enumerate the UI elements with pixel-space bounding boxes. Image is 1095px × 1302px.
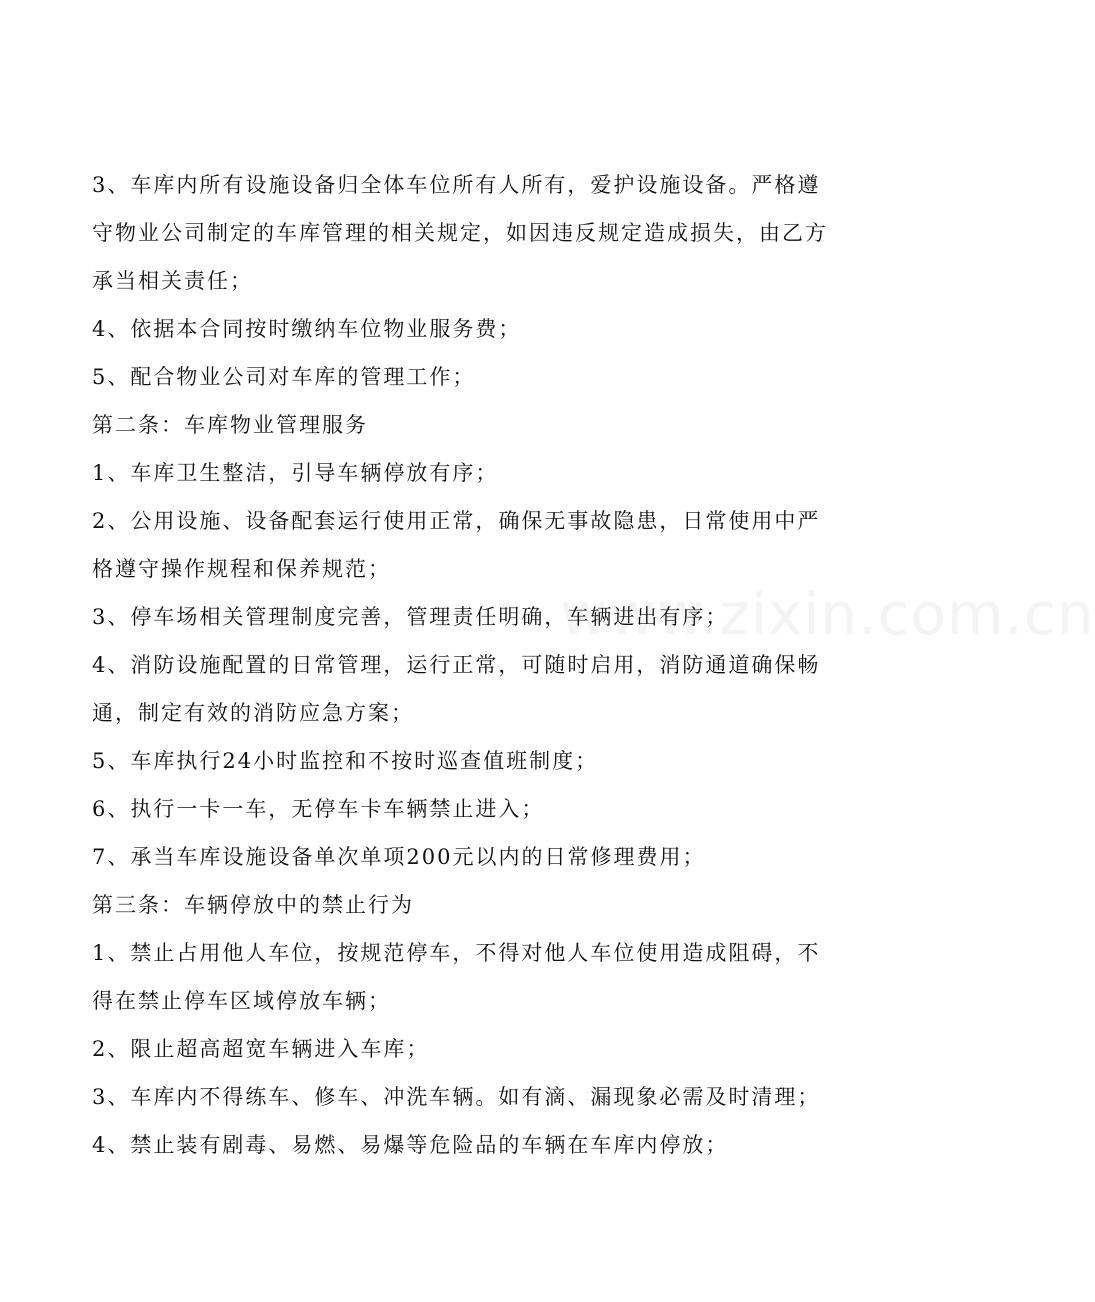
text-line: 2、公用设施、设备配套运行使用正常，确保无事故隐患，日常使用中严 [92, 509, 821, 533]
text-line: 3、车库内不得练车、修车、冲洗车辆。如有滴、漏现象必需及时清理； [92, 1085, 821, 1109]
paragraph-service-1 [92, 449, 832, 497]
paragraph-service-3 [92, 593, 832, 641]
paragraph-service-2 [92, 497, 832, 593]
text-line: 第二条：车库物业管理服务 [92, 413, 368, 437]
paragraph-prohibition-1 [92, 929, 832, 1025]
paragraph-service-7 [92, 833, 832, 881]
text-line: 承当相关责任； [92, 269, 253, 293]
text-line: 1、禁止占用他人车位，按规范停车，不得对他人车位使用造成阻碍，不 [92, 941, 821, 965]
paragraph-prohibition-3 [92, 1073, 832, 1121]
text-line: 6、执行一卡一车，无停车卡车辆禁止进入； [92, 797, 545, 821]
text-line: 3、车库内所有设施设备归全体车位所有人所有，爱护设施设备。严格遵 [92, 173, 821, 197]
text-line: 5、配合物业公司对车库的管理工作； [92, 365, 476, 389]
paragraph-clause-4-fee [92, 305, 832, 353]
text-line: 守物业公司制定的车库管理的相关规定，如因违反规定造成损失，由乙方 [92, 221, 828, 245]
paragraph-service-6 [92, 785, 832, 833]
paragraph-prohibition-2 [92, 1025, 832, 1073]
watermark: www.zixin.com.cn [560, 580, 1095, 648]
text-line: 第三条：车辆停放中的禁止行为 [92, 893, 414, 917]
paragraph-service-5 [92, 737, 832, 785]
text-line: 4、禁止装有剧毒、易燃、易爆等危险品的车辆在车库内停放； [92, 1133, 729, 1157]
text-line: 4、依据本合同按时缴纳车位物业服务费； [92, 317, 522, 341]
text-line: 2、限止超高超宽车辆进入车库； [92, 1037, 430, 1061]
text-line: 7、承当车库设施设备单次单项200元以内的日常修理费用； [92, 845, 706, 869]
text-line: 格遵守操作规程和保养规范； [92, 557, 391, 581]
text-line: 5、车库执行24小时监控和不按时巡查值班制度； [92, 749, 599, 773]
text-line: 通，制定有效的消防应急方案； [92, 701, 414, 725]
paragraph-service-4 [92, 641, 832, 737]
section-heading-article-2 [92, 401, 832, 449]
document-body [92, 161, 832, 1169]
section-heading-article-3 [92, 881, 832, 929]
text-line: 得在禁止停车区域停放车辆； [92, 989, 391, 1013]
text-line: 3、停车场相关管理制度完善，管理责任明确，车辆进出有序； [92, 605, 729, 629]
paragraph-prohibition-4 [92, 1121, 832, 1169]
paragraph-clause-5-cooperate [92, 353, 832, 401]
paragraph-clause-3-facilities [92, 161, 832, 305]
text-line: 4、消防设施配置的日常管理，运行正常，可随时启用，消防通道确保畅 [92, 653, 821, 677]
text-line: 1、车库卫生整洁，引导车辆停放有序； [92, 461, 499, 485]
